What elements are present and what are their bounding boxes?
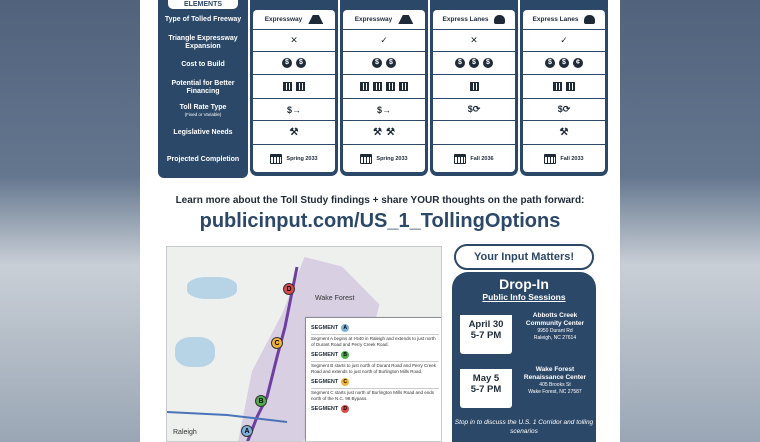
- public-info-sessions-title: Public Info Sessions: [482, 292, 566, 302]
- financing-cell: [253, 75, 335, 98]
- elements-header: ELEMENTS: [168, 0, 238, 9]
- financing-cell: [523, 75, 605, 98]
- toll-cell: $→: [253, 99, 335, 120]
- expansion-cell: ✕: [253, 30, 335, 51]
- option-header: Express Lanes: [523, 10, 605, 29]
- expansion-cell: ✓: [523, 30, 605, 51]
- option-column-1: [250, 0, 338, 176]
- comparison-table: [158, 0, 608, 178]
- segment-heading-c: SEGMENT C: [311, 378, 439, 386]
- dollar-coin-icon: $: [483, 58, 493, 68]
- blurred-left-panel: [0, 0, 140, 442]
- segment-desc-b: Segment B starts to just north of Durant Road and Perry Creek Road and extends to just north of Burlington Mills Road.: [311, 361, 439, 375]
- segment-heading-a: SEGMENT A: [311, 324, 439, 332]
- segment-legend: [305, 317, 442, 442]
- building-icon: [283, 82, 292, 91]
- dollar-coin-icon: $: [559, 58, 569, 68]
- car-icon: [494, 15, 505, 24]
- building-icon: [399, 82, 408, 91]
- legislative-cell: [253, 121, 335, 144]
- blurred-right-panel: [620, 0, 760, 442]
- legislative-cell: [433, 121, 515, 144]
- dollar-coin-icon: $: [282, 58, 292, 68]
- learn-more-text: Learn more about the Toll Study findings + share YOUR thoughts on the path forward:: [175, 195, 585, 206]
- drop-in-title: Drop-In: [499, 276, 549, 292]
- financing-cell: [343, 75, 425, 98]
- dollar-coin-icon: $: [469, 58, 479, 68]
- session-1-venue: Abbotts Creek Community Center 9950 Durant Rd Raleigh, NC 27614: [525, 312, 585, 341]
- toll-cell: $⟳: [523, 99, 605, 120]
- dollar-coin-icon: $: [296, 58, 306, 68]
- row-label-column: [158, 0, 248, 178]
- raleigh-label: Raleigh: [173, 429, 197, 436]
- cent-coin-icon: ¢: [573, 58, 583, 68]
- row-label-type: Type of Tolled Freeway: [164, 16, 242, 23]
- segment-desc-c: Segment C starts just north of Burlington Mills Road and ends north of the N.C. 98 Bypass.: [311, 388, 439, 402]
- corridor-map: [166, 246, 442, 442]
- toll-cell: $⟳: [433, 99, 515, 120]
- cost-cell: [523, 52, 605, 74]
- dollar-coin-icon: $: [455, 58, 465, 68]
- gavel-icon: ⚒: [559, 127, 569, 138]
- calendar-icon: [270, 154, 282, 164]
- expansion-cell: ✓: [343, 30, 425, 51]
- session-1-date: April 30 5-7 PM: [460, 310, 512, 354]
- flyer-document: [140, 0, 620, 442]
- your-input-matters-badge: Your Input Matters!: [454, 244, 594, 270]
- wake-forest-label: Wake Forest: [315, 295, 355, 302]
- calendar-icon: [360, 154, 372, 164]
- row-label-cost: Cost to Build: [181, 61, 225, 68]
- toll-cell: $→: [343, 99, 425, 120]
- building-icon: [566, 82, 575, 91]
- row-label-toll: Toll Rate Type (Fixed or Variable): [179, 104, 227, 117]
- option-header: Express Lanes: [433, 10, 515, 29]
- legislative-cell: [523, 121, 605, 144]
- session-2-date: May 5 5-7 PM: [460, 364, 512, 408]
- building-icon: [296, 82, 305, 91]
- cost-cell: [343, 52, 425, 74]
- segment-b-marker: B: [255, 395, 267, 407]
- completion-cell: Spring 2033: [343, 145, 425, 172]
- option-column-2: [340, 0, 428, 176]
- segment-desc-a: Segment A begins at I-540 in Raleigh and extends to just north of Durant Road and Perry Creek Road.: [311, 334, 439, 348]
- option-column-3: [430, 0, 518, 176]
- dollar-coin-icon: $: [545, 58, 555, 68]
- car-icon: [584, 15, 595, 24]
- completion-cell: Fall 2033: [523, 145, 605, 172]
- completion-cell: Spring 2033: [253, 145, 335, 172]
- gavel-icon: ⚒: [289, 127, 299, 138]
- cost-cell: [433, 52, 515, 74]
- gavel-icon: ⚒: [386, 127, 395, 138]
- session-2-venue: Wake Forest Renaissance Center 405 Brooks St Wake Forest, NC 27587: [523, 366, 587, 395]
- option-header: Expressway: [343, 10, 425, 29]
- drop-in-panel: [452, 272, 596, 442]
- option-column-4: [520, 0, 608, 176]
- building-icon: [553, 82, 562, 91]
- dollar-coin-icon: $: [386, 58, 396, 68]
- segment-a-marker: A: [241, 425, 253, 437]
- building-icon: [373, 82, 382, 91]
- row-label-expansion: Triangle Expressway Expansion: [168, 35, 238, 50]
- dollar-coin-icon: $: [372, 58, 382, 68]
- highway-icon: [398, 15, 413, 24]
- expansion-cell: ✕: [433, 30, 515, 51]
- building-icon: [470, 82, 479, 91]
- row-label-completion: Projected Completion: [166, 156, 240, 163]
- legislative-cell: [343, 121, 425, 144]
- building-icon: [360, 82, 369, 91]
- segment-d-marker: D: [283, 283, 295, 295]
- segment-heading-d: SEGMENT D: [311, 405, 439, 413]
- option-header: Expressway: [253, 10, 335, 29]
- building-icon: [386, 82, 395, 91]
- row-label-legislative: Legislative Needs: [173, 129, 233, 136]
- public-input-url[interactable]: publicinput.com/US_1_TollingOptions: [199, 210, 561, 232]
- segment-heading-b: SEGMENT B: [311, 351, 439, 359]
- financing-cell: [433, 75, 515, 98]
- calendar-icon: [454, 154, 466, 164]
- gavel-icon: ⚒: [373, 127, 382, 138]
- row-label-financing: Potential for Better Financing: [171, 80, 235, 95]
- completion-cell: Fall 2036: [433, 145, 515, 172]
- highway-icon: [308, 15, 323, 24]
- stop-in-text: Stop in to discuss the U.S. 1 Corridor and tolling scenarios: [454, 419, 594, 435]
- calendar-icon: [544, 154, 556, 164]
- cost-cell: [253, 52, 335, 74]
- segment-c-marker: C: [271, 337, 283, 349]
